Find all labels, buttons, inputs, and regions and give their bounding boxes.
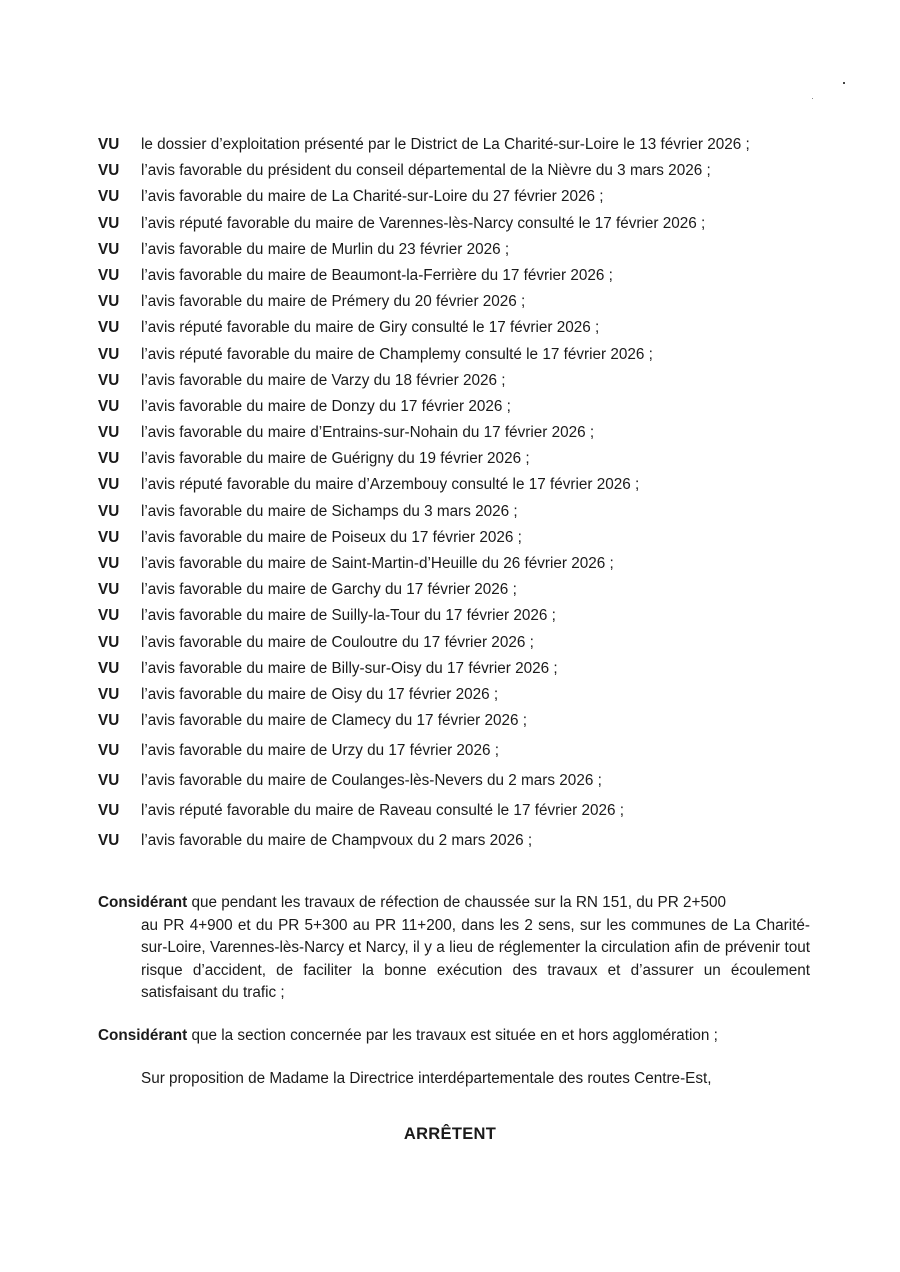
vu-item <box>98 710 810 731</box>
vu-text: le dossier d’exploitation présenté par le District de La Charité-sur-Loire le 13 février 2026 ; <box>141 136 750 153</box>
vu-text: l’avis réputé favorable du maire de Varennes-lès-Narcy consulté le 17 février 2026 ; <box>141 214 706 232</box>
vu-label: VU <box>98 136 120 153</box>
vu-item <box>98 830 810 851</box>
scan-speck <box>812 98 813 99</box>
vu-label: VU <box>98 772 120 790</box>
vu-item <box>98 684 810 705</box>
vu-item <box>98 265 810 286</box>
vu-item <box>98 474 810 495</box>
vu-text: l’avis favorable du maire d’Entrains-sur-Nohain du 17 février 2026 ; <box>141 424 595 442</box>
vu-item <box>98 134 810 155</box>
vu-text: l’avis favorable du maire de Billy-sur-Oisy du 17 février 2026 ; <box>141 659 558 677</box>
vu-item <box>98 370 810 391</box>
vu-text: l’avis réputé favorable du maire de Raveau consulté le 17 février 2026 ; <box>141 802 624 820</box>
vu-label: VU <box>98 685 120 703</box>
vu-text: l’avis favorable du maire de Donzy du 17 février 2026 ; <box>141 397 511 415</box>
vu-item <box>98 800 810 821</box>
vu-label: VU <box>98 293 120 311</box>
vu-label: VU <box>98 607 120 625</box>
vu-text: l’avis favorable du maire de Varzy du 18 février 2026 ; <box>141 371 506 389</box>
considerant-text: que pendant les travaux de réfection de chaussée sur la RN 151, du PR 2+500 <box>191 894 726 911</box>
vu-text: l’avis favorable du maire de Saint-Martin-d’Heuille du 26 février 2026 ; <box>141 555 614 572</box>
vu-text: l’avis favorable du maire de Coulanges-lès-Nevers du 2 mars 2026 ; <box>141 772 602 790</box>
vu-label: VU <box>98 424 120 442</box>
vu-label: VU <box>98 345 120 363</box>
vu-text: l’avis favorable du maire de Clamecy du 17 février 2026 ; <box>141 712 528 730</box>
considerant-paragraph-2 <box>98 1025 810 1048</box>
vu-list <box>98 134 810 860</box>
vu-label: VU <box>98 371 120 389</box>
vu-text: l’avis favorable du maire de La Charité-sur-Loire du 27 février 2026 ; <box>141 188 604 206</box>
considerant-text-continued: au PR 4+900 et du PR 5+300 au PR 11+200, dans les 2 sens, sur les communes de La Charité-sur-Loire, Varennes-lès-Narcy et Narcy, il y a lieu de réglementer la circulation afin de prévenir tout risque d’accident, de faciliter la bonne exécution des travaux et d’assurer un écoulement satisfaisant du trafic ; <box>141 916 810 1001</box>
vu-text: l’avis favorable du président du conseil départemental de la Nièvre du 3 mars 2026 ; <box>141 162 711 180</box>
considerant-paragraph-1 <box>98 892 810 1005</box>
vu-item <box>98 317 810 338</box>
vu-item <box>98 448 810 469</box>
vu-label: VU <box>98 528 120 546</box>
vu-item <box>98 632 810 653</box>
considerant-label: Considérant <box>98 894 188 911</box>
vu-label: VU <box>98 240 120 258</box>
vu-label: VU <box>98 319 120 337</box>
vu-item <box>98 658 810 679</box>
vu-text: l’avis réputé favorable du maire d’Arzembouy consulté le 17 février 2026 ; <box>141 476 640 494</box>
vu-text: l’avis réputé favorable du maire de Giry consulté le 17 février 2026 ; <box>141 319 600 337</box>
proposition-line: Sur proposition de Madame la Directrice interdépartementale des routes Centre-Est, <box>141 1070 712 1087</box>
vu-label: VU <box>98 476 120 494</box>
vu-text: l’avis favorable du maire de Murlin du 23 février 2026 ; <box>141 240 510 258</box>
vu-item <box>98 186 810 207</box>
vu-label: VU <box>98 742 120 760</box>
vu-text: l’avis favorable du maire de Guérigny du 19 février 2026 ; <box>141 450 530 468</box>
vu-item <box>98 605 810 626</box>
vu-label: VU <box>98 450 120 468</box>
considerant-label: Considérant <box>98 1027 188 1044</box>
vu-text: l’avis réputé favorable du maire de Champlemy consulté le 17 février 2026 ; <box>141 345 653 363</box>
vu-label: VU <box>98 555 120 572</box>
vu-item <box>98 344 810 365</box>
vu-label: VU <box>98 832 120 850</box>
vu-item <box>98 740 810 761</box>
vu-item <box>98 160 810 181</box>
vu-label: VU <box>98 581 120 599</box>
vu-label: VU <box>98 266 120 284</box>
vu-text: l’avis favorable du maire de Champvoux du 2 mars 2026 ; <box>141 832 533 850</box>
vu-label: VU <box>98 502 120 520</box>
vu-text: l’avis favorable du maire de Sichamps du 3 mars 2026 ; <box>141 502 518 520</box>
vu-item <box>98 396 810 417</box>
vu-text: l’avis favorable du maire de Beaumont-la-Ferrière du 17 février 2026 ; <box>141 266 613 284</box>
vu-label: VU <box>98 162 120 180</box>
vu-text: l’avis favorable du maire de Prémery du 20 février 2026 ; <box>141 293 526 311</box>
vu-item <box>98 239 810 260</box>
vu-item <box>98 422 810 443</box>
arretent-heading: ARRÊTENT <box>403 1125 497 1143</box>
vu-item <box>98 770 810 791</box>
vu-text: l’avis favorable du maire de Urzy du 17 février 2026 ; <box>141 742 499 760</box>
vu-text: l’avis favorable du maire de Oisy du 17 février 2026 ; <box>141 685 499 703</box>
vu-item <box>98 553 810 574</box>
vu-item <box>98 501 810 522</box>
vu-text: l’avis favorable du maire de Suilly-la-Tour du 17 février 2026 ; <box>141 607 556 625</box>
vu-label: VU <box>98 397 120 415</box>
vu-label: VU <box>98 712 120 730</box>
vu-item <box>98 213 810 234</box>
vu-item <box>98 527 810 548</box>
vu-label: VU <box>98 188 120 206</box>
vu-text: l’avis favorable du maire de Poiseux du 17 février 2026 ; <box>141 528 522 546</box>
vu-label: VU <box>98 802 120 820</box>
vu-label: VU <box>98 659 120 677</box>
vu-text: l’avis favorable du maire de Couloutre du 17 février 2026 ; <box>141 633 534 651</box>
scan-speck <box>843 82 845 84</box>
vu-label: VU <box>98 214 120 232</box>
vu-item <box>98 291 810 312</box>
considerant-text: que la section concernée par les travaux est située en et hors agglomération ; <box>191 1027 718 1044</box>
vu-label: VU <box>98 633 120 651</box>
vu-item <box>98 579 810 600</box>
vu-text: l’avis favorable du maire de Garchy du 17 février 2026 ; <box>141 581 517 599</box>
